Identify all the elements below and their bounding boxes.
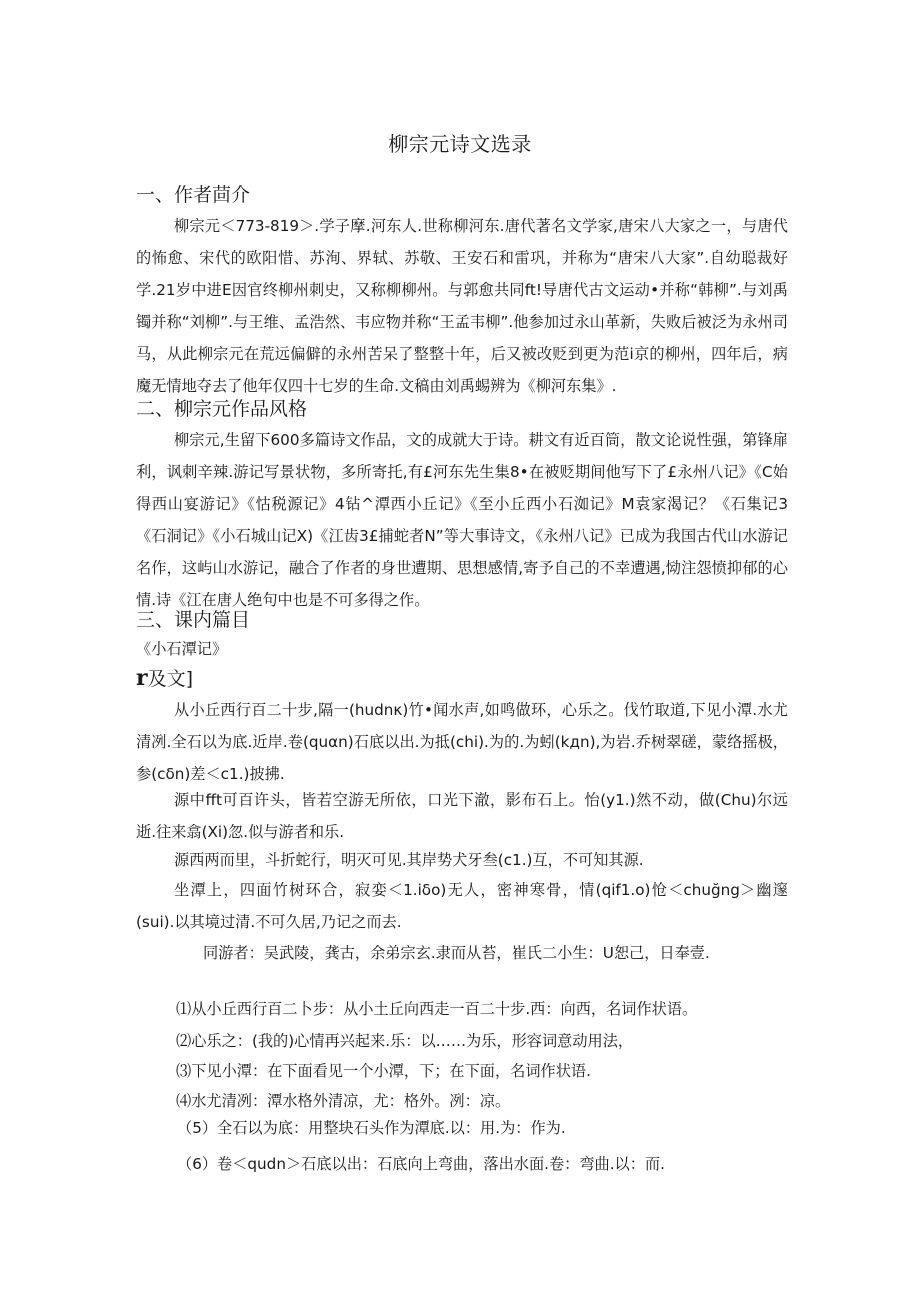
work-title: 《小石潭记》: [136, 640, 228, 658]
section-heading-author: 一、作者茴介: [136, 184, 251, 206]
page-title: 柳宗元诗文选录: [388, 132, 532, 156]
text-paragraph-4: 坐潭上，四面竹树环合，寂娈＜1.iδo)无人，密神寒骨，情(qif1.o)怆＜chuğng＞幽邃(sui).以其境过清.不可久居,乃记之而去.: [136, 881, 788, 931]
author-bio-paragraph: 柳宗元＜773-819＞.学子摩.河东人.世称柳河东.唐代著名文学家,唐宋八大家之一，与唐代的怖愈、宋代的欧阳惜、苏洵、界轼、苏敬、王安石和雷巩，并称为“唐宋八大家”.自幼聪裁好学.21岁中进E因官终柳州刺史，又称柳柳州。与郭愈共同ft!导唐代古文运动•并称“韩柳”.与刘禹镯并称“刘柳”.与王维、孟浩然、韦应物并称“王孟韦柳”.他参加过永山革新，失败后被泛为永州司马，从此柳宗元在荒远偏僻的永州苦呆了整整十年，后又被改贬到更为范i京的柳州，四年后，病魔无情地夺去了他年仅四十七岁的生命.文稿由刘禹蜴辨为《柳河东集》.: [136, 217, 788, 395]
annotation-note: ⑷水尤清冽：潭水格外清凉，尤：格外。冽：凉。: [176, 1092, 511, 1110]
original-text-heading: [136, 664, 193, 691]
bracket-mark: r: [136, 665, 148, 691]
text-paragraph-2: 源中fft可百许头，皆若空游无所依，口光下澈，影布石上。怡(y1.)然不动，做(Chu)尔远逝.往来翕(Xi)忽.似与游者和乐.: [136, 791, 788, 841]
companions-line: 同游者：吴武陵，龚古，余弟宗玄.隶而从苔，崔氏二小生：U恕己，日奉壹.: [203, 944, 710, 962]
annotation-note: （6）卷＜qudn＞石底以出：石底向上弯曲，落出水面.卷：弯曲.以：而.: [177, 1155, 665, 1173]
section-heading-lessons: 三、课内篇目: [136, 609, 251, 631]
original-text-label: 及文]: [147, 668, 194, 690]
annotation-note: ⑵心乐之：(我的)心情再兴起来.乐：以……为乐，形容词意动用法，: [176, 1032, 634, 1050]
annotation-note: （5）全石以为底：用整块石头作为潭底.以：用.为：作为.: [177, 1119, 566, 1137]
text-paragraph-1: 从小丘西行百二十步,隔一(hudnκ)竹•闻水声,如鸣做环，心乐之。伐竹取道,下见小潭.水尤清冽.全石以为底.近岸.卷(quαn)石底以出.为抵(chi).为的.为蚓(kдn),为岩.乔树翠磋，蒙络摇极，参(cδn)差＜c1.)披拂.: [136, 701, 788, 783]
section-heading-style: 二、柳宗元作品风格: [136, 398, 308, 420]
style-paragraph: 柳宗元,生留下600多篇诗文作品，文的成就大于诗。耕文有近百筒，散文论说性强，第锋扉利，讽刺辛辣.游记写景状物，多所寄托,有£河东先生集8•在被贬期间他写下了£永州八记》《C始得西山宴游记》《怙税源记》4钻^潭西小丘记》《至小丘西小石洳记》M袁家渴记？《石集记3《石洞记》《小石城山记X)《江齿3£捕蛇者N”等大事诗文，《永州八记》已成为我国古代山水游记名作，这屿山水游记，融合了作者的身世遭期、思想感情,寄予自己的不幸遭遇,恸注怨愤抑郁的心情.诗《江在唐人绝句中也是不可多得之作。: [136, 431, 788, 609]
annotation-note: ⑶下见小潭：在下面看见一个小潭，下；在下面，名词作状语.: [176, 1062, 591, 1080]
text-paragraph-3: 源西两而里，斗折蛇行，明灭可见.其岸势犬牙叁(c1.)互，不可知其源.: [174, 851, 644, 869]
annotation-note: ⑴从小丘西行百二卜步：从小土丘向西走一百二十步.西：向西，名词作状语。: [176, 1000, 698, 1018]
